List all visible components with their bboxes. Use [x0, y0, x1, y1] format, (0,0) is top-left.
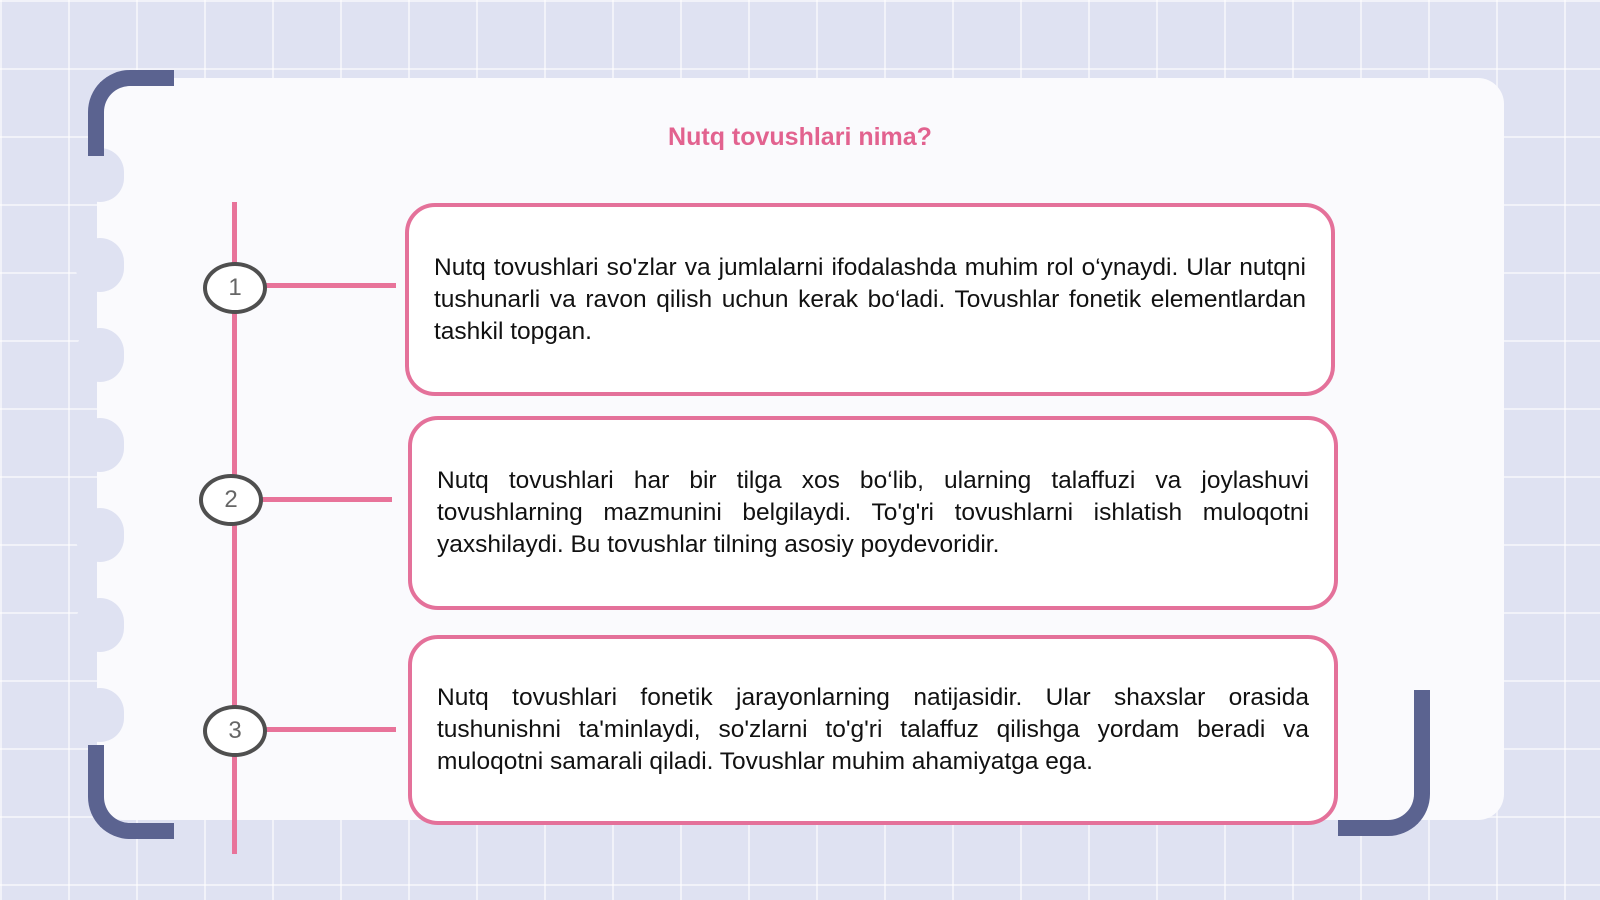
- text-card: [405, 203, 1335, 396]
- card-text: Nutq tovushlari fonetik jarayonlarning natijasidir. Ular shaxslar orasida tushunishni ta'minlaydi, so'zlarni to'g'ri talaffuz qilishga yordam beradi va muloqotni samarali qiladi. Tovushlar muhim ahamiyatga ega.: [437, 684, 1309, 775]
- paper-notch: [76, 238, 124, 292]
- timeline-connector: [262, 497, 392, 502]
- card-text: Nutq tovushlari har bir tilga xos bo‘lib, ularning talaffuzi va joylashuvi tovushlarning mazmunini belgilaydi. To'g'ri tovushlarni ishlatish muloqotni yaxshilaydi. Bu tovushlar tilning asosiy poydevoridir.: [437, 467, 1309, 558]
- paper-notch: [76, 148, 124, 202]
- paper-notch: [76, 418, 124, 472]
- step-number-badge: 3: [203, 705, 267, 757]
- step-number-badge: 1: [203, 262, 267, 314]
- paper-notch: [76, 598, 124, 652]
- timeline-connector: [266, 283, 396, 288]
- step-number-badge: 2: [199, 474, 263, 526]
- timeline-connector: [266, 727, 396, 732]
- paper-notch: [76, 688, 124, 742]
- card-text: Nutq tovushlari so'zlar va jumlalarni ifodalashda muhim rol o‘ynaydi. Ular nutqni tushunarli va ravon qilish uchun kerak bo‘ladi. Tovushlar fonetik elementlardan tashkil topgan.: [434, 253, 1306, 345]
- paper-notch: [76, 508, 124, 562]
- text-card: [408, 416, 1338, 610]
- text-card: [408, 635, 1338, 825]
- corner-bracket-bottom-left: [88, 745, 174, 839]
- slide-title: Nutq tovushlari nima?: [668, 123, 932, 151]
- paper-notch: [76, 328, 124, 382]
- corner-bracket-bottom-right: [1338, 690, 1430, 836]
